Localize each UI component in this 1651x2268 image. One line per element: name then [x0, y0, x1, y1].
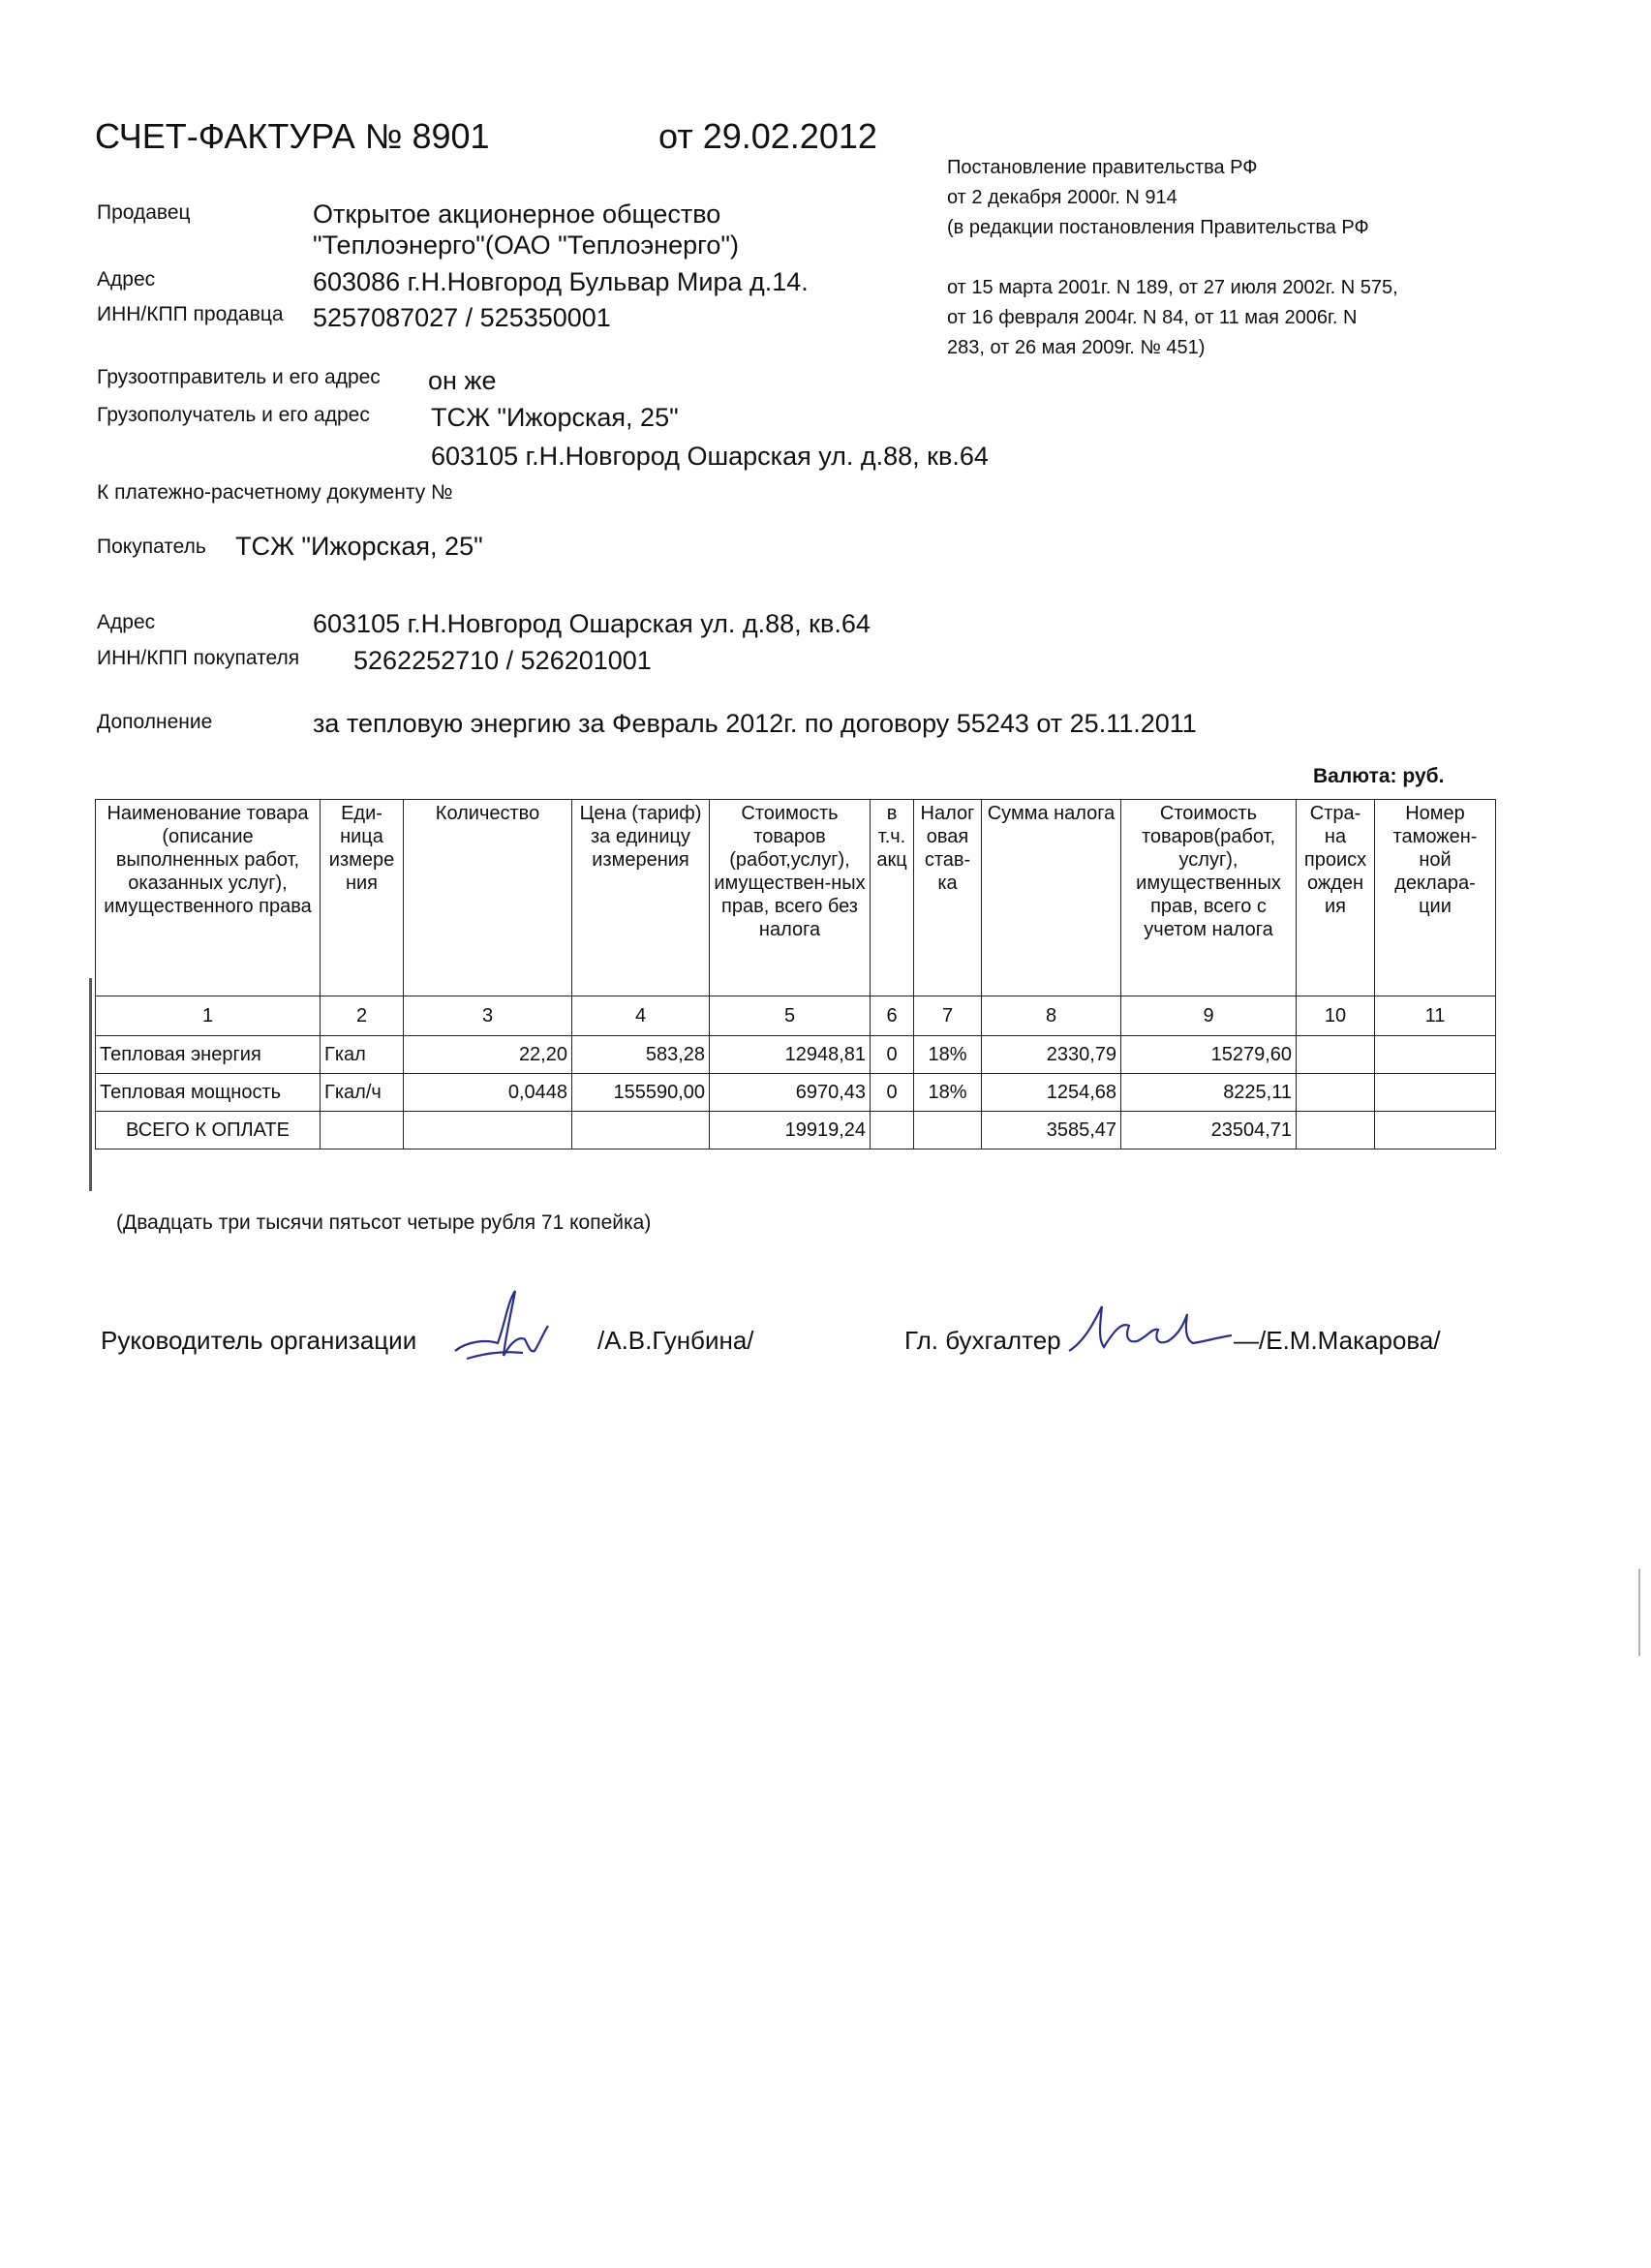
column-number: 4 [572, 996, 710, 1036]
cell-empty [1297, 1112, 1375, 1149]
cell-total: 8225,11 [1121, 1074, 1297, 1112]
buyer-address: 603105 г.Н.Новгород Ошарская ул. д.88, кв.64 [313, 609, 871, 638]
column-number: 2 [321, 996, 404, 1036]
cell-rate: 18% [914, 1036, 982, 1074]
header-cell-qty: Количество [404, 800, 572, 996]
cell-excise: 0 [871, 1036, 914, 1074]
buyer-name: ТСЖ "Ижорская, 25" [235, 532, 483, 561]
header-cell-declaration: Номер таможен-ной деклара-ции [1375, 800, 1496, 996]
director-name: /А.В.Гунбина/ [597, 1326, 754, 1355]
table-header-row [96, 800, 1496, 996]
cell-unit: Гкал [321, 1036, 404, 1074]
decree-block [947, 153, 1398, 363]
cell-empty [321, 1112, 404, 1149]
invoice-date: от 29.02.2012 [658, 116, 877, 156]
table-row [96, 1074, 1496, 1112]
addition-value: за тепловую энергию за Февраль 2012г. по договору 55243 от 25.11.2011 [313, 709, 1197, 738]
cell-country [1297, 1036, 1375, 1074]
buyer-label: Покупатель [97, 536, 206, 558]
table-total-row [96, 1112, 1496, 1149]
seller-address-label: Адрес [97, 268, 156, 291]
column-number-row [96, 996, 1496, 1036]
cell-price: 583,28 [572, 1036, 710, 1074]
currency-label: Валюта: руб. [1313, 765, 1445, 787]
header-cell-cost: Стоимость товаров (работ,услуг), имуществен-ных прав, всего без налога [710, 800, 871, 996]
total-cost: 19919,24 [710, 1112, 871, 1149]
column-number: 8 [982, 996, 1121, 1036]
decree-line: от 15 марта 2001г. N 189, от 27 июля 2002г. N 575, [947, 277, 1398, 298]
column-number: 5 [710, 996, 871, 1036]
shipper-value: он же [428, 366, 497, 395]
decree-line: 283, от 26 мая 2009г. № 451) [947, 337, 1206, 358]
buyer-inn-label: ИНН/КПП покупателя [97, 647, 300, 669]
amount-in-words: (Двадцать три тысячи пятьсот четыре рубля 71 копейка) [116, 1211, 652, 1234]
cell-tax: 2330,79 [982, 1036, 1121, 1074]
total-label: ВСЕГО К ОПЛАТЕ [96, 1112, 321, 1149]
accountant-signature-icon [1065, 1293, 1235, 1361]
cell-cost: 6970,43 [710, 1074, 871, 1112]
cell-name: Тепловая мощность [96, 1074, 321, 1112]
shipper-label: Грузоотправитель и его адрес [97, 366, 381, 388]
accountant-label: Гл. бухгалтер [904, 1326, 1061, 1355]
seller-name-line2: "Теплоэнерго"(ОАО "Теплоэнерго") [313, 230, 740, 260]
decree-line: (в редакции постановления Правительства РФ [947, 217, 1369, 238]
consignee-label: Грузополучатель и его адрес [97, 404, 370, 426]
header-cell-total: Стоимость товаров(работ, услуг), имущественных прав, всего с учетом налога [1121, 800, 1297, 996]
seller-name-line1: Открытое акционерное общество [313, 199, 721, 229]
buyer-address-label: Адрес [97, 611, 156, 633]
buyer-inn: 5262252710 / 526201001 [353, 646, 652, 675]
cell-declaration [1375, 1036, 1496, 1074]
header-cell-excise: в т.ч. акц [871, 800, 914, 996]
cell-country [1297, 1074, 1375, 1112]
director-signature-icon [447, 1283, 554, 1370]
decree-line: от 2 декабря 2000г. N 914 [947, 187, 1177, 208]
scan-edge-mark [89, 978, 92, 1191]
header-cell-country: Стра-на происх ожден ия [1297, 800, 1375, 996]
seller-label: Продавец [97, 201, 191, 224]
cell-tax: 1254,68 [982, 1074, 1121, 1112]
seller-inn-label: ИНН/КПП продавца [97, 303, 284, 325]
seller-address: 603086 г.Н.Новгород Бульвар Мира д.14. [313, 267, 809, 296]
cell-empty [404, 1112, 572, 1149]
director-label: Руководитель организации [101, 1326, 417, 1355]
payment-doc-label: К платежно-расчетному документу № [97, 481, 453, 504]
column-number: 7 [914, 996, 982, 1036]
cell-cost: 12948,81 [710, 1036, 871, 1074]
cell-empty [914, 1112, 982, 1149]
invoice-table [95, 799, 1496, 1149]
cell-empty [572, 1112, 710, 1149]
column-number: 6 [871, 996, 914, 1036]
accountant-name: —/Е.М.Макарова/ [1234, 1326, 1441, 1355]
header-cell-price: Цена (тариф) за единицу измерения [572, 800, 710, 996]
decree-line [947, 243, 1398, 273]
cell-declaration [1375, 1074, 1496, 1112]
cell-rate: 18% [914, 1074, 982, 1112]
cell-price: 155590,00 [572, 1074, 710, 1112]
table-row [96, 1036, 1496, 1074]
header-cell-tax: Сумма налога [982, 800, 1121, 996]
total-tax: 3585,47 [982, 1112, 1121, 1149]
consignee-address: 603105 г.Н.Новгород Ошарская ул. д.88, кв.64 [431, 442, 989, 471]
cell-excise: 0 [871, 1074, 914, 1112]
cell-unit: Гкал/ч [321, 1074, 404, 1112]
column-number: 1 [96, 996, 321, 1036]
header-cell-name: Наименование товара (описание выполненных работ, оказанных услуг), имущественного права [96, 800, 321, 996]
cell-empty [871, 1112, 914, 1149]
invoice-title: СЧЕТ-ФАКТУРА № 8901 [95, 116, 490, 156]
cell-empty [1375, 1112, 1496, 1149]
cell-qty: 0,0448 [404, 1074, 572, 1112]
cell-qty: 22,20 [404, 1036, 572, 1074]
column-number: 3 [404, 996, 572, 1036]
consignee-name: ТСЖ "Ижорская, 25" [431, 403, 679, 432]
column-number: 11 [1375, 996, 1496, 1036]
seller-inn: 5257087027 / 525350001 [313, 303, 611, 332]
header-cell-rate: Налог овая став-ка [914, 800, 982, 996]
decree-line: от 16 февраля 2004г. N 84, от 11 мая 2006г. N [947, 307, 1358, 328]
column-number: 9 [1121, 996, 1297, 1036]
total-amount: 23504,71 [1121, 1112, 1297, 1149]
header-cell-unit: Еди-ница измере ния [321, 800, 404, 996]
decree-line: Постановление правительства РФ [947, 157, 1258, 178]
scan-edge-mark [1638, 1569, 1640, 1656]
cell-name: Тепловая энергия [96, 1036, 321, 1074]
column-number: 10 [1297, 996, 1375, 1036]
addition-label: Дополнение [97, 711, 213, 733]
cell-total: 15279,60 [1121, 1036, 1297, 1074]
